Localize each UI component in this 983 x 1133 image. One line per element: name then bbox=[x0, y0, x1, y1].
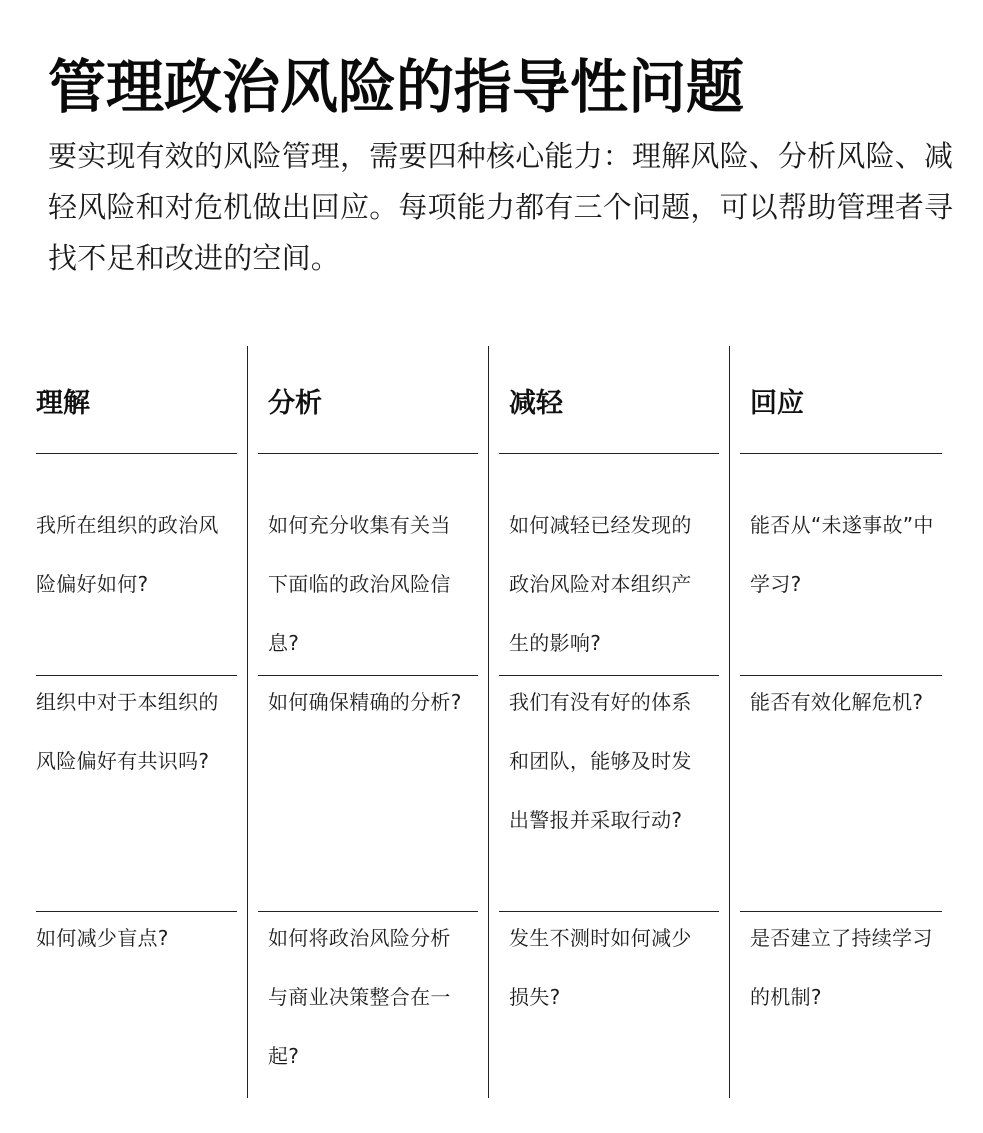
question-cell: 我所在组织的政治风险偏好如何? bbox=[36, 513, 219, 596]
column-divider bbox=[488, 346, 489, 1098]
header-divider bbox=[36, 453, 237, 454]
column-divider bbox=[247, 346, 248, 1098]
column-header: 减轻 bbox=[509, 388, 563, 419]
question-cell: 能否从“未遂事故”中学习? bbox=[750, 513, 934, 596]
question-cell: 发生不测时如何减少损失? bbox=[509, 926, 692, 1009]
question-cell: 如何减少盲点? bbox=[36, 926, 169, 950]
question-cell: 如何充分收集有关当下面临的政治风险信息? bbox=[268, 513, 451, 655]
page-title: 管理政治风险的指导性问题 bbox=[48, 53, 745, 121]
column-header: 分析 bbox=[268, 388, 322, 419]
question-cell: 如何确保精确的分析? bbox=[268, 690, 462, 714]
header-divider bbox=[740, 453, 942, 454]
intro-paragraph: 要实现有效的风险管理，需要四种核心能力：理解风险、分析风险、减轻风险和对危机做出回应。每项能力都有三个问题，可以帮助管理者寻找不足和改进的空间。 bbox=[48, 139, 954, 275]
header-divider bbox=[499, 453, 719, 454]
column-divider bbox=[729, 346, 730, 1098]
column-header: 理解 bbox=[36, 388, 90, 419]
question-cell: 如何减轻已经发现的政治风险对本组织产生的影响? bbox=[509, 513, 692, 655]
question-cell: 是否建立了持续学习的机制? bbox=[750, 926, 933, 1009]
question-cell: 如何将政治风险分析与商业决策整合在一起? bbox=[268, 926, 451, 1068]
header-divider bbox=[258, 453, 478, 454]
question-cell: 我们有没有好的体系和团队，能够及时发出警报并采取行动? bbox=[509, 690, 692, 832]
column-header: 回应 bbox=[750, 388, 804, 419]
question-cell: 能否有效化解危机? bbox=[750, 690, 924, 714]
question-cell: 组织中对于本组织的风险偏好有共识吗? bbox=[36, 690, 219, 773]
